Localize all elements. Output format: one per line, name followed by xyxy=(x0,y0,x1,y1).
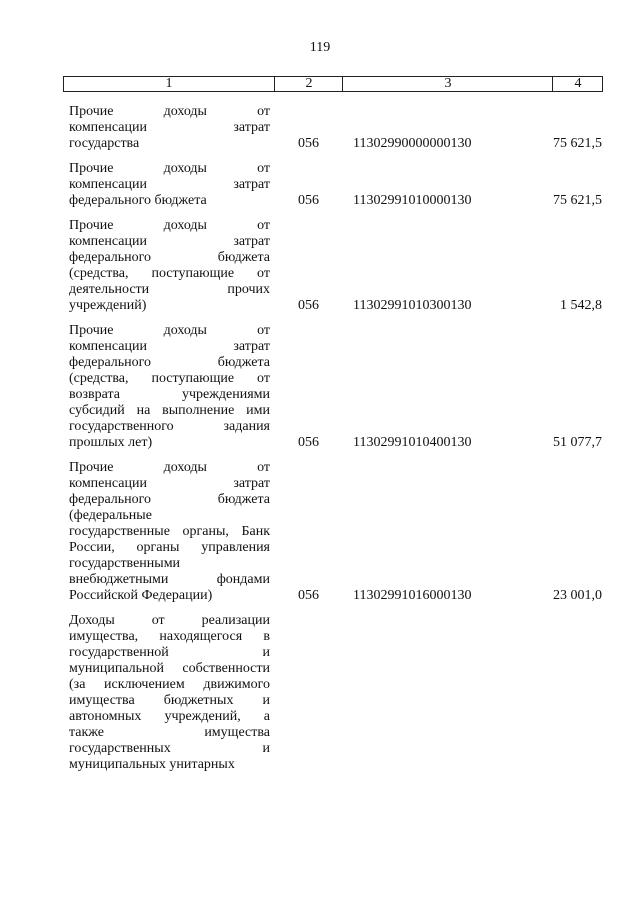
budget-classification-code: 11302991010400130 xyxy=(353,435,472,450)
description-line: имущества бюджетных и xyxy=(69,693,270,708)
admin-code: 056 xyxy=(298,193,319,208)
description-line: возврата учреждениями xyxy=(69,387,270,402)
description-line: Прочие доходы от xyxy=(69,460,270,475)
description-line: Прочие доходы от xyxy=(69,104,270,119)
table-row xyxy=(0,161,640,209)
description-line: муниципальной собственности xyxy=(69,661,270,676)
description-line: (федеральные xyxy=(69,508,152,523)
description-line: прошлых лет) xyxy=(69,435,153,450)
description-line: государственные органы, Банк xyxy=(69,524,270,539)
description-line: (средства, поступающие от xyxy=(69,371,270,386)
table-row xyxy=(0,104,640,152)
description-line: государственных и xyxy=(69,741,270,756)
description-line: компенсации затрат xyxy=(69,476,270,491)
amount: 51 077,7 xyxy=(553,435,602,450)
description-line: также имущества xyxy=(69,725,270,740)
row-description xyxy=(69,613,270,773)
admin-code: 056 xyxy=(298,435,319,450)
table-row xyxy=(0,613,640,773)
description-line: субсидий на выполнение ими xyxy=(69,403,270,418)
description-line: имущества, находящегося в xyxy=(69,629,270,644)
description-line: компенсации затрат xyxy=(69,339,270,354)
description-line: федерального бюджета xyxy=(69,250,270,265)
description-line: государственными xyxy=(69,556,181,571)
description-line: федерального бюджета xyxy=(69,355,270,370)
description-line: муниципальных унитарных xyxy=(69,757,235,772)
description-line: государственной и xyxy=(69,645,270,660)
description-line: Доходы от реализации xyxy=(69,613,270,628)
table-row xyxy=(0,323,640,451)
column-header-1: 1 xyxy=(165,76,173,91)
row-description xyxy=(69,104,270,152)
amount: 1 542,8 xyxy=(560,298,602,313)
amount: 75 621,5 xyxy=(553,193,602,208)
description-line: федерального бюджета xyxy=(69,193,207,208)
description-line: (за исключением движимого xyxy=(69,677,270,692)
description-line: деятельности прочих xyxy=(69,282,270,297)
description-line: компенсации затрат xyxy=(69,234,270,249)
column-header-3: 3 xyxy=(342,77,553,91)
budget-classification-code: 11302991010300130 xyxy=(353,298,472,313)
budget-classification-code: 11302991010000130 xyxy=(353,193,472,208)
table-row xyxy=(0,460,640,604)
budget-classification-code: 11302991016000130 xyxy=(353,588,472,603)
admin-code: 056 xyxy=(298,588,319,603)
description-line: учреждений) xyxy=(69,298,147,313)
admin-code: 056 xyxy=(298,136,319,151)
amount: 75 621,5 xyxy=(553,136,602,151)
budget-classification-code: 11302990000000130 xyxy=(353,136,472,151)
admin-code: 056 xyxy=(298,298,319,313)
description-line: Российской Федерации) xyxy=(69,588,213,603)
amount: 23 001,0 xyxy=(553,588,602,603)
description-line: компенсации затрат xyxy=(69,177,270,192)
description-line: государства xyxy=(69,136,140,151)
description-line: (средства, поступающие от xyxy=(69,266,270,281)
table-row xyxy=(0,218,640,314)
column-header-2: 2 xyxy=(274,77,343,91)
description-line: государственного задания xyxy=(69,419,270,434)
table-body xyxy=(0,104,640,782)
description-line: Прочие доходы от xyxy=(69,323,270,338)
table-header xyxy=(63,76,603,92)
description-line: Прочие доходы от xyxy=(69,218,270,233)
description-line: Прочие доходы от xyxy=(69,161,270,176)
description-line: федерального бюджета xyxy=(69,492,270,507)
column-header-4: 4 xyxy=(552,77,603,91)
row-description xyxy=(69,218,270,314)
row-description xyxy=(69,460,270,604)
description-line: компенсации затрат xyxy=(69,120,270,135)
description-line: России, органы управления xyxy=(69,540,270,555)
row-description xyxy=(69,323,270,451)
page-number: 119 xyxy=(309,40,331,55)
row-description xyxy=(69,161,270,209)
description-line: автономных учреждений, а xyxy=(69,709,270,724)
description-line: внебюджетными фондами xyxy=(69,572,270,587)
